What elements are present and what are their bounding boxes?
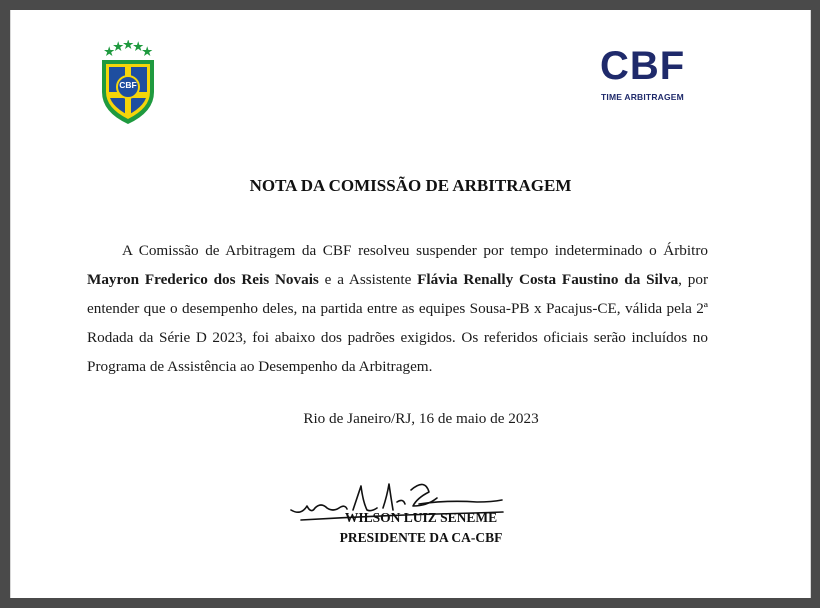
signer-name: WILSON LUIZ SENEME xyxy=(344,510,498,525)
place-date: Rio de Janeiro/RJ, 16 de maio de 2023 xyxy=(303,410,539,427)
referee-name: Mayron Frederico dos Reis Novais xyxy=(87,271,319,288)
paragraph-text-2: e a Assistente xyxy=(318,271,418,288)
body-paragraph xyxy=(87,236,708,381)
paragraph-text-1: A Comissão de Arbitragem da CBF resolveu suspender por tempo indeterminado o Árbitro xyxy=(122,242,708,259)
document-page xyxy=(10,10,811,598)
cbf-time-arbitragem-logo xyxy=(597,46,697,108)
paragraph-text-3: , por entender que o desempenho deles, na partida entre as equipes Sousa-PB x Pacajus-CE, válida pela 2ª Rodada da Série D 2023, foi abaixo dos padrões exigidos. Os referidos oficiais serão incluídos no Programa de Assistência ao Desempenho da Arbitragem. xyxy=(87,271,709,375)
document-title: NOTA DA COMISSÃO DE ARBITRAGEM xyxy=(249,176,572,195)
cbf-wordmark: CBF xyxy=(600,44,686,88)
assistant-name: Flávia Renally Costa Faustino da Silva xyxy=(417,271,679,288)
signer-role: PRESIDENTE DA CA-CBF xyxy=(339,530,503,545)
cbf-logo-subtitle: TIME ARBITRAGEM xyxy=(601,92,684,102)
crest-text: CBF xyxy=(119,80,137,90)
